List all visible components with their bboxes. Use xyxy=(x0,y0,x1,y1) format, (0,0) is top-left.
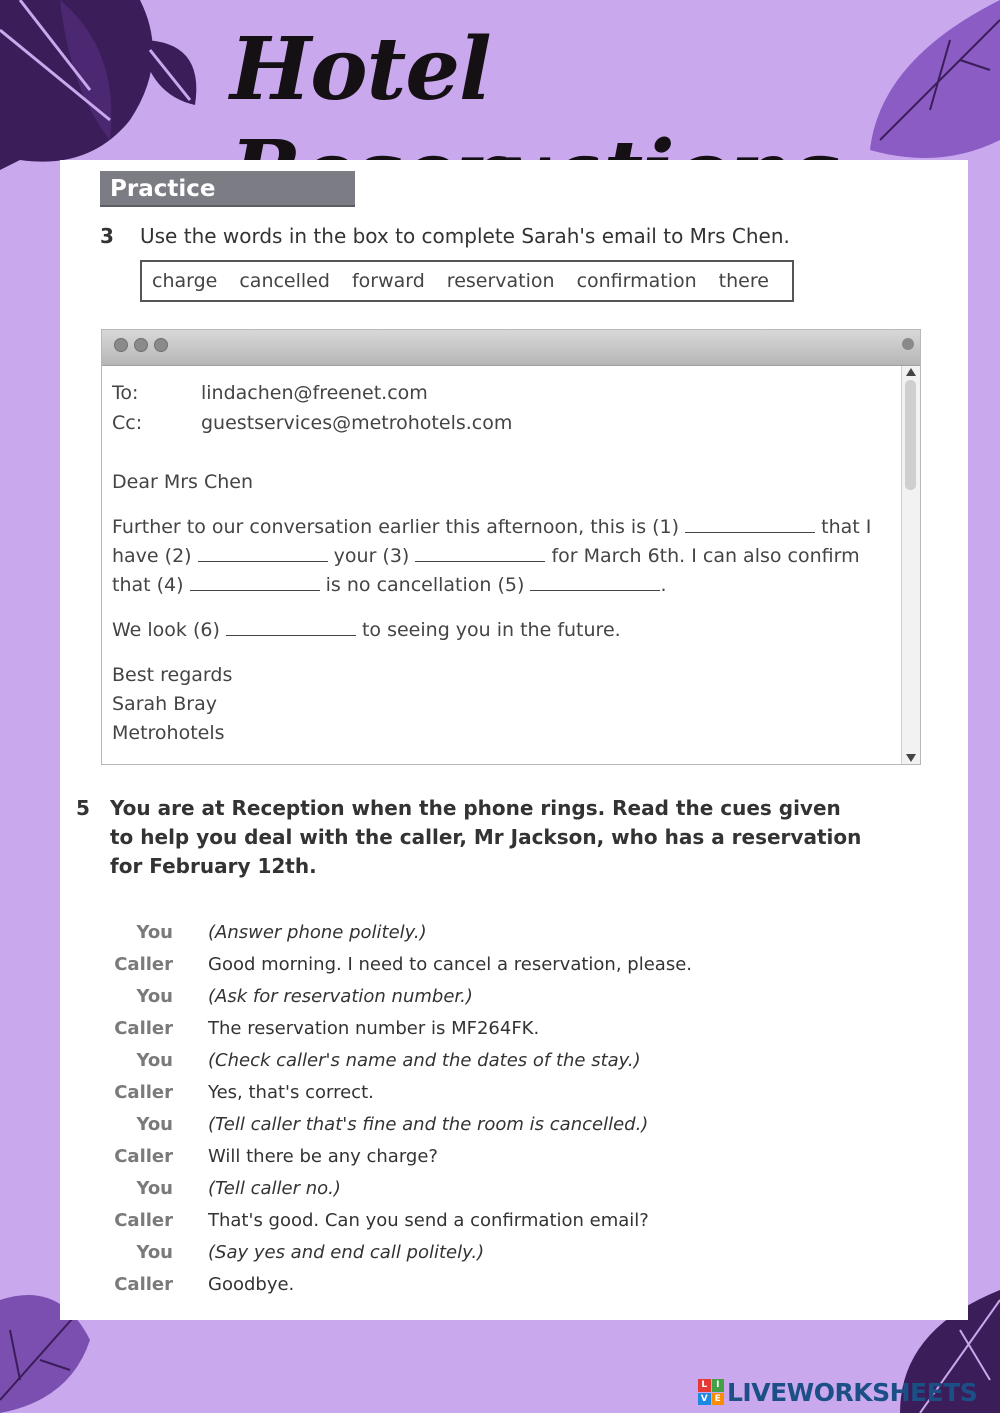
liveworksheets-logo[interactable] xyxy=(698,1377,977,1407)
dialogue-cue: (Tell caller that's fine and the room is cancelled.) xyxy=(208,1114,649,1135)
exercise-5-number: 5 xyxy=(76,796,90,820)
exercise-3-instruction xyxy=(100,224,790,248)
dialogue-cue: (Ask for reservation number.) xyxy=(208,986,473,1007)
dialogue-speaker: Caller xyxy=(114,954,173,975)
word-box-item: there xyxy=(718,270,769,292)
email-body-line-4: We look (6) to seeing you in the future. xyxy=(112,619,621,641)
dialogue-speaker: Caller xyxy=(114,1210,173,1231)
dialogue-line: Will there be any charge? xyxy=(208,1146,438,1167)
cc-address: guestservices@metrohotels.com xyxy=(201,412,513,434)
email-body-line-2: have (2) your (3) for March 6th. I can also confirm xyxy=(112,545,860,567)
exercise-5-text: You are at Reception when the phone rings. Read the cues given to help you deal with the caller, Mr Jackson, who has a reservation for February 12th. xyxy=(110,796,862,878)
blank-2[interactable] xyxy=(198,547,328,562)
word-box-item: reservation xyxy=(446,270,555,292)
email-greeting: Dear Mrs Chen xyxy=(112,471,253,493)
scroll-down-arrow-icon[interactable] xyxy=(906,754,916,762)
dialogue-speaker: You xyxy=(136,922,173,943)
practice-heading: Practice xyxy=(100,171,355,207)
word-box-item: forward xyxy=(351,270,425,292)
dialogue-speaker: Caller xyxy=(114,1018,173,1039)
window-zoom-dot[interactable] xyxy=(154,338,168,352)
window-titlebar xyxy=(102,330,920,366)
scroll-thumb[interactable] xyxy=(905,380,916,490)
word-box-item: confirmation xyxy=(576,270,697,292)
dialogue-cue: (Say yes and end call politely.) xyxy=(208,1242,485,1263)
window-minimize-dot[interactable] xyxy=(134,338,148,352)
cc-label: Cc: xyxy=(112,412,143,434)
dialogue-speaker: You xyxy=(136,1178,173,1199)
email-sender-name: Sarah Bray xyxy=(112,693,217,715)
email-sender-company: Metrohotels xyxy=(112,722,225,744)
exercise-5-instruction xyxy=(76,794,870,881)
dialogue-cue: (Answer phone politely.) xyxy=(208,922,427,943)
email-window xyxy=(101,329,921,765)
email-signoff: Best regards xyxy=(112,664,233,686)
dialogue-line: Yes, that's correct. xyxy=(208,1082,374,1103)
dialogue-cue: (Tell caller no.) xyxy=(208,1178,341,1199)
page-title: Hotel xyxy=(230,19,491,120)
to-address: lindachen@freenet.com xyxy=(201,382,428,404)
email-scrollbar[interactable] xyxy=(901,366,920,764)
dialogue-speaker: You xyxy=(136,1050,173,1071)
blank-1[interactable] xyxy=(685,518,815,533)
word-box xyxy=(140,260,794,302)
logo-text: LIVEWORKSHEETS xyxy=(727,1377,978,1407)
dialogue-line: Good morning. I need to cancel a reservation, please. xyxy=(208,954,692,975)
email-body-line-1: Further to our conversation earlier this afternoon, this is (1) that I xyxy=(112,516,872,538)
dialogue-speaker: You xyxy=(136,1242,173,1263)
blank-4[interactable] xyxy=(190,576,320,591)
dialogue-speaker: Caller xyxy=(114,1082,173,1103)
scroll-up-arrow-icon[interactable] xyxy=(906,368,916,376)
dialogue-speaker: You xyxy=(136,1114,173,1135)
to-label: To: xyxy=(112,382,139,404)
dialogue-speaker: Caller xyxy=(114,1146,173,1167)
dialogue-speaker: You xyxy=(136,986,173,1007)
blank-6[interactable] xyxy=(226,621,356,636)
logo-mark-icon: L I V E xyxy=(698,1379,724,1405)
window-resize-dot[interactable] xyxy=(902,338,914,350)
blank-3[interactable] xyxy=(415,547,545,562)
dialogue-line: That's good. Can you send a confirmation email? xyxy=(208,1210,649,1231)
dialogue-line: The reservation number is MF264FK. xyxy=(208,1018,540,1039)
dialogue-speaker: Caller xyxy=(114,1274,173,1295)
email-body-line-3: that (4) is no cancellation (5) . xyxy=(112,574,667,596)
exercise-3-number: 3 xyxy=(100,224,114,248)
word-box-item: charge xyxy=(152,270,218,292)
dialogue-line: Goodbye. xyxy=(208,1274,295,1295)
window-close-dot[interactable] xyxy=(114,338,128,352)
dialogue-cue: (Check caller's name and the dates of the stay.) xyxy=(208,1050,641,1071)
word-box-item: cancelled xyxy=(239,270,330,292)
exercise-3-text: Use the words in the box to complete Sarah's email to Mrs Chen. xyxy=(140,224,790,248)
blank-5[interactable] xyxy=(530,576,660,591)
leaf-top-right xyxy=(870,0,1000,158)
